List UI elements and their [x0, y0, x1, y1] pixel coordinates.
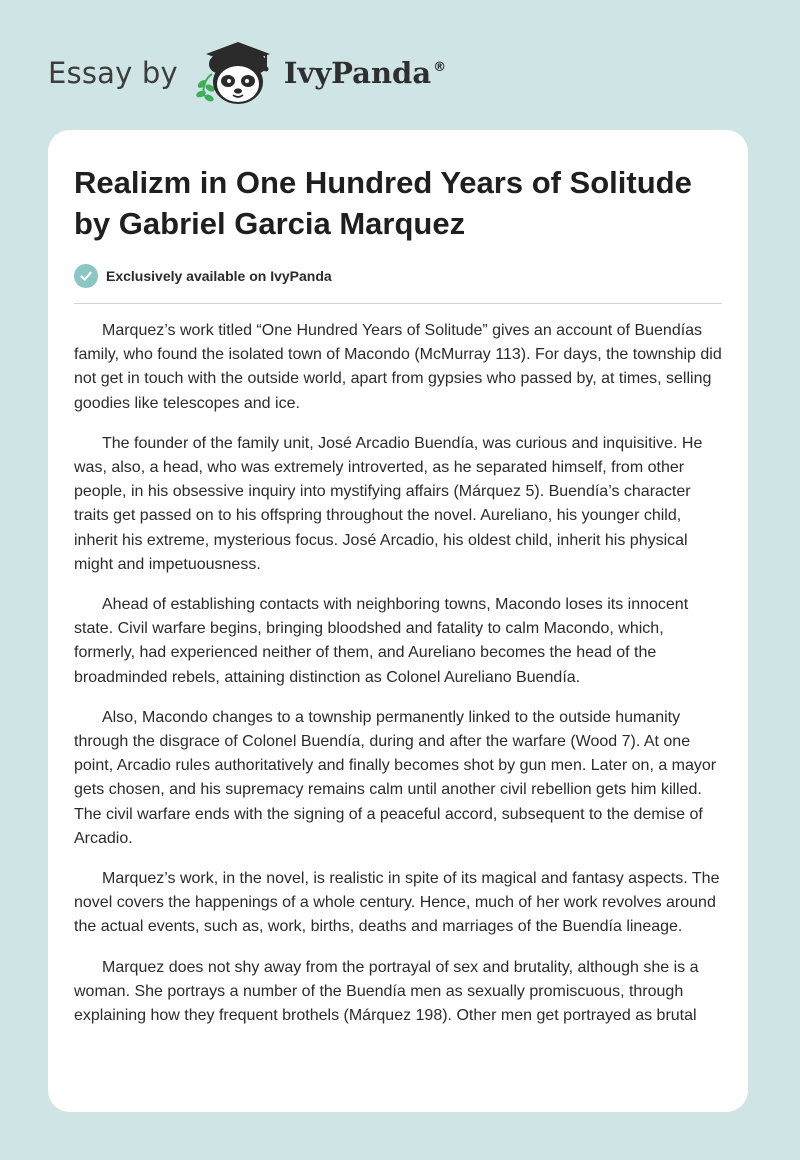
brand-name: IvyPanda ®: [283, 56, 447, 90]
paragraph: Marquez does not shy away from the portrayal of sex and brutality, although she is a woman. She portrays a number of the Buendía men as sexually promiscuous, through explaining how they frequent brothels (Márquez 198). Other men get portrayed as brutal: [74, 958, 699, 1025]
paragraph: Also, Macondo changes to a township permanently linked to the outside humanity through the disgrace of Colonel Buendía, during and after the warfare (Wood 7). At one point, Arcadio rules authoritatively and finally becomes shot by gun men. Later on, a mayor gets chosen, and his supremacy remains calm until another civil rebellion gets him killed. The civil warfare ends with the signing of a peaceful accord, subsequent to the demise of Arcadio.: [74, 708, 717, 847]
paragraph: Marquez’s work titled “One Hundred Years of Solitude” gives an account of Buendías family, who found the isolated town of Macondo (McMurray 113). For days, the township did not get in touch with the outside world, apart from gypsies who passed by, at times, selling goodies like telescopes and ice.: [74, 322, 722, 412]
exclusive-label: Exclusively available on IvyPanda: [106, 268, 332, 284]
paragraph: Marquez’s work, in the novel, is realistic in spite of its magical and fantasy aspects. The novel covers the happenings of a whole century. Hence, much of her work revolves around the actual events, such as, work, births, deaths and marriages of the Buendía lineage.: [74, 870, 720, 936]
essay-by-label: Essay by: [48, 56, 178, 90]
essay-title: Realizm in One Hundred Years of Solitude by Gabriel Garcia Marquez: [74, 165, 692, 241]
title-divider: [74, 303, 722, 304]
panda-logo-icon: [192, 38, 278, 108]
checkmark-icon: [74, 264, 98, 288]
site-header: [48, 38, 446, 108]
registered-mark: ®: [433, 60, 447, 75]
exclusive-badge: [74, 264, 332, 288]
essay-body: [74, 319, 724, 1044]
essay-card: [48, 130, 748, 1112]
paragraph: Ahead of establishing contacts with neighboring towns, Macondo loses its innocent state. Civil warfare begins, bringing bloodshed and fatality to calm Macondo, which, formerly, had experienced neither of them, and Aureliano becomes the head of the broadminded rebels, attaining distinction as Colonel Aureliano Buendía.: [74, 596, 689, 686]
paragraph: The founder of the family unit, José Arcadio Buendía, was curious and inquisitive. He was, also, a head, who was extremely introverted, as he separated himself, from other people, in his obsessive inquiry into mystifying affairs (Márquez 5). Buendía’s character traits get passed on to his offspring throughout the novel. Aureliano, his younger child, inherit his extreme, mysterious focus. José Arcadio, his oldest child, inherit his physical might and impetuousness.: [74, 434, 703, 573]
